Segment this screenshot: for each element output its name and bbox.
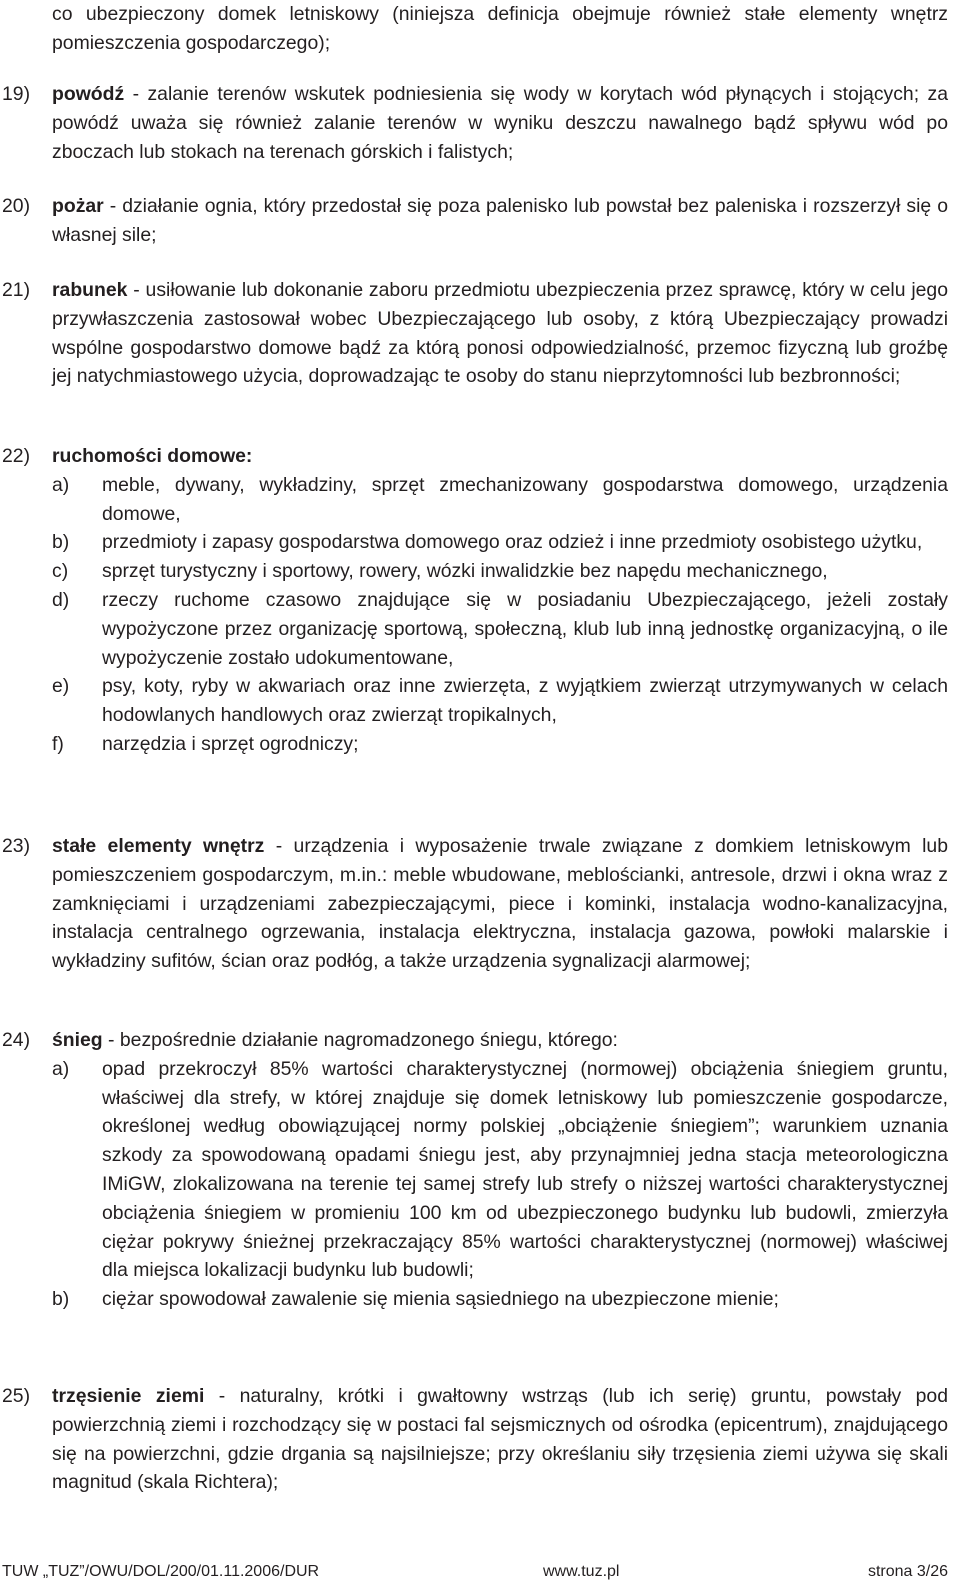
list-letter: a) (52, 1057, 70, 1080)
list-letter: b) (52, 1288, 70, 1311)
list-letter: e) (52, 675, 70, 698)
definition-number: 25) (2, 1385, 31, 1407)
definition-text: - działanie ognia, który przedostał się poza palenisko lub powstał bez paleniska i rozszerzył się o własnej sile; (52, 195, 948, 246)
definition-term: stałe elementy wnętrz (52, 835, 265, 857)
list-item (52, 471, 948, 529)
definition-term: pożar (52, 195, 104, 217)
definition-number: 19) (2, 83, 31, 105)
definition-number: 21) (2, 279, 31, 301)
list-letter: a) (52, 473, 70, 496)
definition-text: - usiłowanie lub dokonanie zaboru przedmiotu ubezpieczenia przez sprawcę, który w celu jego przywłaszczenia zastosował wobec Ubezpieczającego lub osoby, z którą Ubezpieczający prowadzi wspólne gospodarstwo domowe bądź za którą ponosi odpowiedzialność, przemoc fizyczną lub groźbę jej natychmiastowego użycia, doprowadzając te osoby do stanu nieprzytomności lub bezbronności; (52, 279, 948, 388)
list-item (52, 557, 948, 586)
sublist (52, 1055, 948, 1314)
definition-24 (2, 1026, 948, 1314)
page-number: strona 3/26 (867, 1563, 948, 1580)
definition-term: trzęsienie ziemi (52, 1385, 205, 1407)
definition-text: - naturalny, krótki i gwałtowny wstrząs (lub ich serię) gruntu, powstały pod powierzchnią ziemi i rozchodzący się w postaci fal sejsmicznych od ośrodka (epicentrum), znajdującego się na powierzchni, gdzie drgania są najsilniejsze; przy określaniu siły trzęsienia ziemi używa się skali magnitud (skala Richtera); (52, 1385, 948, 1494)
list-text: meble, dywany, wykładziny, sprzęt zmechanizowany gospodarstwa domowego, urządzenia domowe, (102, 473, 948, 525)
definition-text: - bezpośrednie działanie nagromadzonego śniegu, którego: (102, 1029, 618, 1051)
list-letter: f) (52, 732, 64, 755)
definition-22 (2, 442, 948, 759)
intro-text: co ubezpieczony domek letniskowy (niniejsza definicja obejmuje również stałe elementy wnętrz pomieszczenia gospodarczego); (52, 3, 948, 54)
definition-text: - zalanie terenów wskutek podniesienia się wody w korytach wód płynących i stojących; za powódź uważa się również zalanie terenów w wyniku deszczu nawalnego bądź spływu wód po zboczach lub stokach na terenach górskich i falistych; (52, 83, 948, 163)
intro-paragraph (52, 0, 948, 58)
list-item (52, 586, 948, 672)
list-letter: d) (52, 588, 70, 611)
list-item (52, 1285, 948, 1314)
website-link[interactable]: www.tuz.pl (543, 1563, 620, 1580)
definition-19 (2, 80, 948, 166)
definition-number: 22) (2, 445, 31, 467)
definition-23 (2, 832, 948, 976)
list-text: ciężar spowodował zawalenie się mienia sąsiedniego na ubezpieczone mienie; (102, 1288, 779, 1311)
definition-25 (2, 1382, 948, 1497)
page-footer (0, 1561, 960, 1583)
definition-number: 23) (2, 835, 31, 857)
list-text: przedmioty i zapasy gospodarstwa domowego oraz odzież i inne przedmioty osobistego użytku, (102, 531, 923, 554)
definition-20 (2, 192, 948, 250)
list-text: psy, koty, ryby w akwariach oraz inne zwierzęta, z wyjątkiem zwierząt utrzymywanych w celach hodowlanych handlowych oraz zwierząt tropikalnych, (102, 675, 948, 727)
list-item (52, 528, 948, 557)
definition-term: śnieg (52, 1029, 103, 1051)
list-text: rzeczy ruchome czasowo znajdujące się w posiadaniu Ubezpieczającego, jeżeli zostały wypożyczone przez organizację sportową, społeczną, klub lub inną jednostkę organizacyjną, o ile wypożyczenie zostało udokumentowane, (102, 588, 948, 669)
list-item (52, 730, 948, 759)
list-item (52, 672, 948, 730)
sublist (52, 471, 948, 759)
list-item (52, 1055, 948, 1285)
definition-21 (2, 276, 948, 391)
list-letter: b) (52, 531, 70, 554)
definition-text: - urządzenia i wyposażenie trwale związane z domkiem letniskowym lub pomieszczeniem gospodarczym, m.in.: meble wbudowane, meblościanki, antresole, drzwi i okna wraz z zamknięciami i urządzeniami zabezpieczającymi, piece i kominki, instalacja wodno-kanalizacyjna, instalacja centralnego ogrzewania, instalacja elektryczna, instalacja gazowa, powłoki malarskie i wykładziny sufitów, ścian oraz podłóg, a także urządzenia sygnalizacji alarmowej; (52, 835, 948, 973)
definition-term: ruchomości domowe: (52, 445, 253, 467)
document-reference: TUW „TUZ”/OWU/DOL/200/01.11.2006/DUR (2, 1563, 320, 1580)
definition-number: 20) (2, 195, 31, 217)
list-text: opad przekroczył 85% wartości charakterystycznej (normowej) obciążenia śniegiem gruntu, właściwej dla strefy, w której znajduje się domek letniskowy lub pomieszczenie gospodarcze, określonej według obowiązującej normy polskiej „obciążenie śniegiem”; warunkiem uznania szkody za spowodowaną opadami śniegu jest, aby przynajmniej jedna stacja meteorologiczna IMiGW, zlokalizowana na terenie tej samej strefy lub strefy o niższej wartości charakterystycznej obciążenia śniegiem w promieniu 100 km od ubezpieczonego budynku lub budowli, zmierzyła ciężar pokrywy śnieżnej przekraczający 85% wartości charakterystycznej (normowej) właściwej dla miejsca lokalizacji budynku lub budowli; (102, 1057, 948, 1282)
list-letter: c) (52, 560, 69, 583)
definition-term: powódź (52, 83, 125, 105)
list-text: narzędzia i sprzęt ogrodniczy; (102, 732, 359, 755)
list-text: sprzęt turystyczny i sportowy, rowery, wózki inwalidzkie bez napędu mechanicznego, (102, 560, 828, 583)
definition-term: rabunek (52, 279, 128, 301)
definition-number: 24) (2, 1029, 31, 1051)
